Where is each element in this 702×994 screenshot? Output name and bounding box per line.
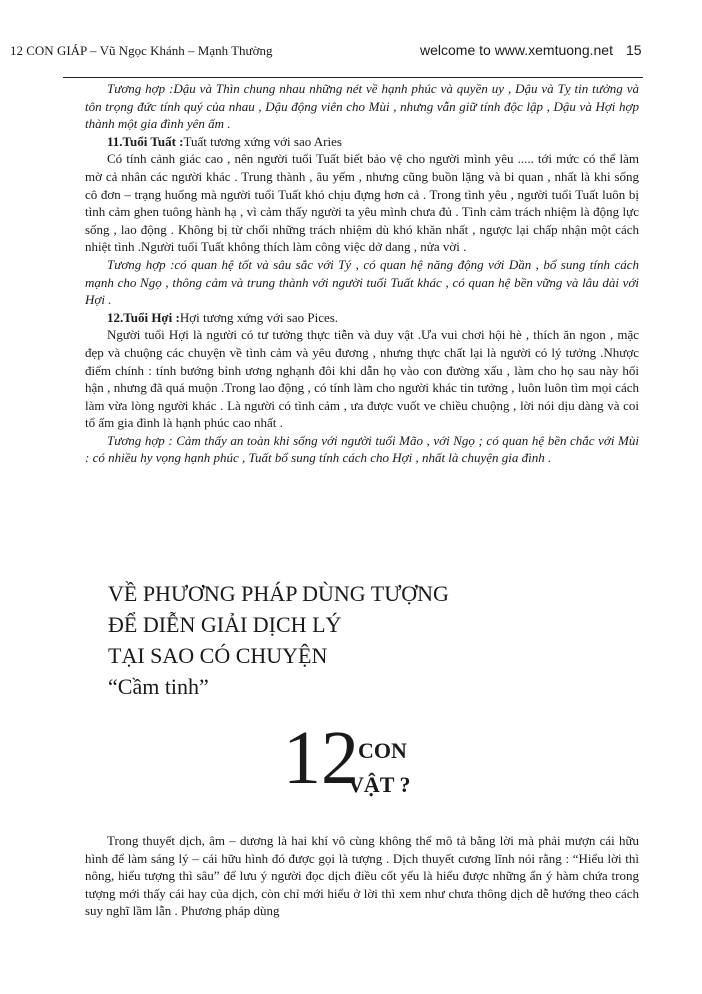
chapter-title-line: VỀ PHƯƠNG PHÁP DÙNG TƯỢNG bbox=[108, 581, 449, 606]
chapter-title bbox=[108, 578, 449, 702]
header-book-title: 12 CON GIÁP – Vũ Ngọc Khánh – Mạnh Thường bbox=[10, 43, 273, 58]
section-heading-tuat bbox=[85, 133, 639, 151]
heading-label-tuat: 11.Tuổi Tuất : bbox=[107, 133, 184, 149]
chapter-title-line: ĐỂ DIỄN GIẢI DỊCH LÝ bbox=[108, 612, 342, 637]
paragraph-tuat-desc: Có tính cảnh giác cao , nên người tuổi Tuất biết bảo vệ cho người mình yêu ..... tới mức có thể làm mờ cả nhân các người khác . Trung thành , âu yếm , nhưng cũng buồn lặng và bi quan , nhất là khi sống cô đơn – trạng huống mà người tuổi Tuất khó chịu đựng hơn cả . Trong tình yêu , người tuổi Tuất luôn bị tình cảm ghen tuông hành hạ , vì cảm thấy người ta yêu mình chưa đủ . Tình cảm trách nhiệm là động lực sống , lao động . Không bị từ chối những trách nhiệm dù khó khăn nhất , ngược lại chấp nhận một cách nhiệt tình .Người tuổi Tuất không thích làm công việc dở dang , nửa vời . bbox=[85, 151, 639, 255]
paragraph-tuat-compat: Tương hợp :có quan hệ tốt và sâu sắc với Tý , có quan hệ năng động với Dần , bổ sung tính cách mạnh cho Ngọ , thông cảm và trung thành với người tuổi Tuất khác , có quan hệ bền vững và lâu dài với Hợi . bbox=[85, 256, 639, 308]
big-title-con: CON bbox=[358, 738, 407, 763]
header-website: welcome to www.xemtuong.net bbox=[420, 42, 613, 58]
chapter-title-line: “Cầm tinh” bbox=[108, 674, 209, 699]
heading-text-tuat: Tuất tương xứng với sao Aries bbox=[183, 133, 342, 149]
chapter-title-line: TẠI SAO CÓ CHUYỆN bbox=[108, 643, 328, 668]
header-divider bbox=[63, 77, 643, 78]
heading-text-hoi: Hợi tương xứng với sao Pices. bbox=[179, 309, 339, 325]
paragraph-hoi-desc: Người tuổi Hợi là người có tư tưởng thực tiễn và duy vật .Ưa vui chơi hội hè , thích ăn ngon , mặc đẹp và chuộng các chuyện về tình cảm và yêu đương , nhưng thực chất lại là người có lý tưởng .Nhược điểm chính : tính bướng bỉnh ương nghạnh đôi khi dẫn họ vào con đường xấu , làm cho họ sau này hối hận , nhưng đã quá muộn .Trong lao động , có tính làm cho người khác tin tưởng , luôn luôn tìm mọi cách làm vừa lòng người khác . Là người có tình cảm , ưa được vuốt ve chiều chuộng , lời nói dịu dàng và coi tổ ấm gia đình là hạnh phúc cao nhất . bbox=[85, 327, 639, 431]
paragraph-closing: Trong thuyết dịch, âm – dương là hai khí vô cùng không thể mô tả bằng lời mà phải mượn cái hữu hình để làm sáng lý – cái hữu hình đó được gọi là tượng . Dịch thuyết cương lĩnh nói rằng : “Hiểu lời thì nông, hiểu tượng thì sâu” để lưu ý người đọc dịch điều cốt yếu là hiểu được những ẩn ý hàm chứa trong tượng mới thấy cái hay của dịch, còn chỉ mới hiểu ở lời thì xem như chưa thông dịch dễ hướng theo cách suy nghĩ lầm lẫn . Phương pháp dùng bbox=[85, 833, 639, 919]
paragraph-hoi-compat: Tương hợp : Cảm thấy an toàn khi sống với người tuổi Mão , với Ngọ ; có quan hệ bền chắc với Mùi : có nhiều hy vọng hạnh phúc , Tuất bổ sung tính cách cho Hợi , nhất là chuyện gia đình . bbox=[85, 432, 639, 466]
page-header bbox=[10, 40, 644, 62]
big-number-12: 12 bbox=[283, 716, 359, 800]
paragraph-dau-compat: Tương hợp :Dậu và Thìn chung nhau những nét về hạnh phúc và quyền uy , Dậu và Tỵ tin tưởng và tôn trọng đức tính quý của nhau , Dậu động viên cho Mùi , nhưng vẫn giữ tính độc lập , Dậu và Hợi hợp thành một gia đình yên ấm . bbox=[85, 81, 639, 132]
closing-text bbox=[85, 832, 639, 920]
heading-label-hoi: 12.Tuổi Hợi : bbox=[107, 309, 180, 325]
page-number: 15 bbox=[626, 42, 642, 58]
big-title-vat: VẬT ? bbox=[348, 772, 411, 797]
section-heading-hoi bbox=[85, 309, 639, 327]
main-text bbox=[85, 80, 639, 467]
